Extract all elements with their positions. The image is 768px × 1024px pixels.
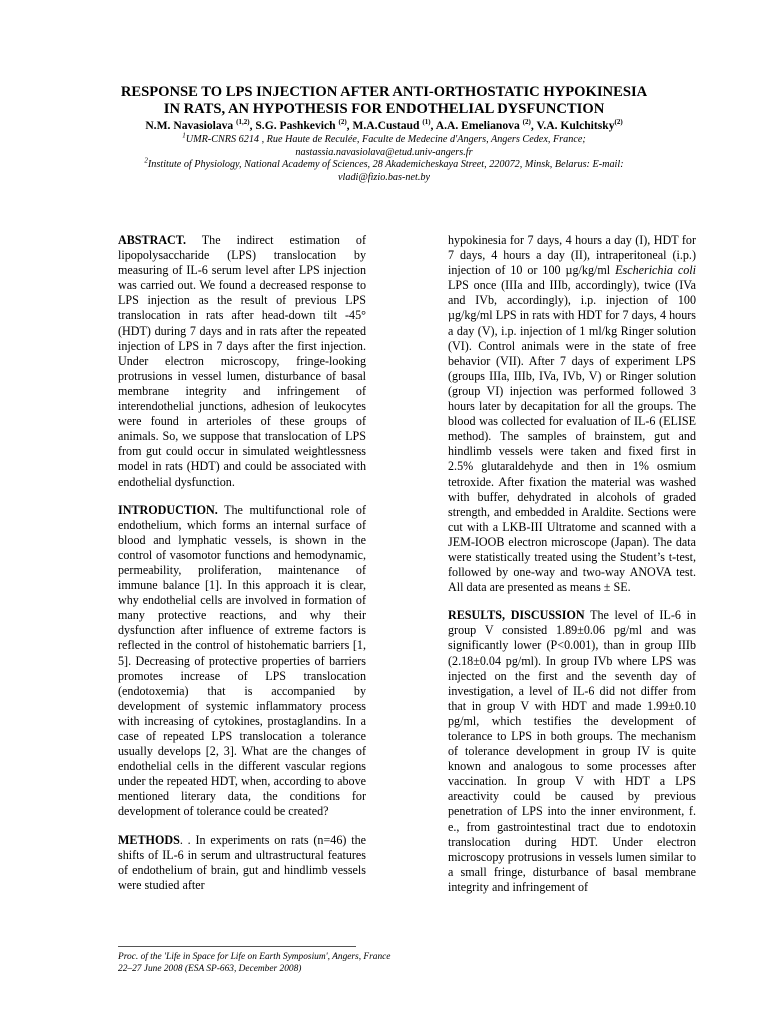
author-name: A.A. Emelianova: [435, 119, 520, 132]
abstract-section: [118, 233, 366, 490]
author-affiliation-mark: (1,2): [236, 118, 250, 127]
right-column: [448, 233, 696, 908]
affiliation-number: 2: [144, 156, 148, 165]
abstract-text: The indirect estimation of lipopolysaccharide (LPS) translocation by measuring of IL-6 serum level after LPS injection was carried out. We found a decreased response to LPS injection as the result of previous LPS translocation in rats after head-down tilt -45° (HDT) during 7 days and in rats after the repeated injection of LPS in 7 days after the first injection. Under electron microscopy, fringe-looking protrusions in vessel lumen, disturbance of basal membrane integrity and infringement of interendothelial junctions, adhesion of leukocytes were found in arterioles of these groups of animals. So, we suppose that translocation of LPS from gut could occur in simulated weightlessness model in rats (HDT) and could be associated with endothelial dysfunction.: [118, 233, 366, 489]
author-list: N.M. Navasiolava $^{(1,2)}$, S.G. Pashkevich $^{(2)}$, M.A.Custaud $^{(1)}$, A.A. Emelianova $^{(2)}$, V.A. Kulchitsky$^{(2)}$: [145, 118, 623, 132]
author-name: S.G. Pashkevich: [255, 119, 336, 132]
affiliation-2-line-1: Institute of Physiology, National Academy of Sciences, 28 Akademicheskaya Street, 220072, Minsk, Belarus: E-mail:: [147, 159, 624, 170]
abstract-heading: ABSTRACT.: [118, 233, 186, 247]
footnote-line-2: 22–27 June 2008 (ESA SP-663, December 2008): [118, 964, 302, 974]
introduction-heading: INTRODUCTION.: [118, 502, 218, 517]
affiliation-1: [100, 133, 668, 159]
methods-section-start: [118, 833, 366, 893]
introduction-text: The multifunctional role of endothelium, which forms an internal surface of blood and lymphatic vessels, is shown in the control of vasomotor functions and hemodynamic, permeability, proliferation, maintenance of immune balance [1]. In this approach it is clear, why endothelial cells are involved in formation of many protective reactions, and why their dysfunction after influence of extreme factors is reflected in the control of histohematic barriers [1, 5]. Decreasing of protective properties of barriers promotes increase of LPS translocation (endotoxemia) that is accompanied by development of systemic inflammatory process with increasing of cytokines, prostaglandins. In a case of repeated LPS translocation a tolerance usually develops [2, 3]. What are the changes of endothelial cells in the different vascular regions under the repeated HDT, when, according to above mentioned literary data, the conditions for development of tolerance could be created?: [118, 502, 366, 819]
affiliation-1-line-1: UMR-CNRS 6214 , Rue Haute de Reculée, Faculte de Medecine d'Angers, Angers Cedex, France;: [185, 134, 586, 145]
author-affiliation-mark: (2): [522, 118, 531, 127]
left-column: [118, 233, 366, 906]
results-heading: RESULTS, DISCUSSION: [448, 608, 585, 623]
methods-heading: METHODS: [118, 832, 180, 847]
affiliation-number: 1: [182, 131, 186, 140]
title-line-1: RESPONSE TO LPS INJECTION AFTER ANTI-ORTHOSTATIC HYPOKINESIA: [120, 84, 648, 100]
author-name: M.A.Custaud: [352, 119, 420, 132]
bacteria-species-name: Escherichia coli: [615, 263, 696, 278]
author-affiliation-mark: (1): [422, 118, 431, 127]
results-section: [448, 608, 696, 895]
methods-text-right-1: hypokinesia for 7 days, 4 hours a day (I), HDT for 7 days, 4 hours a day (II), intraperitoneal (i.p.) injection of 10 or 100 µg/kg/ml: [448, 233, 696, 278]
introduction-section: [118, 503, 366, 820]
paper-title: [100, 84, 668, 118]
author-name: V.A. Kulchitsky: [536, 119, 615, 132]
footnote-divider: [118, 946, 356, 947]
affiliation-1-email: nastassia.navasiolava@etud.univ-angers.fr: [295, 147, 473, 158]
author-name: N.M. Navasiolava: [145, 119, 234, 132]
methods-section-continued: [448, 233, 696, 595]
methods-text-left: . . In experiments on rats (n=46) the shifts of IL-6 in serum and ultrastructural features of endothelium of brain, gut and hindlimb vessels were studied after: [118, 832, 366, 892]
footnote-line-1: Proc. of the 'Life in Space for Life on Earth Symposium', Angers, France: [118, 952, 391, 962]
affiliation-2: [100, 158, 668, 184]
methods-text-right-2: LPS once (IIIa and IIIb, accordingly), twice (IVa and IVb, accordingly), i.p. injection of 100 µg/kg/ml LPS in rats with HDT for 7 days, 4 hours a day (V), i.p. injection of 1 ml/kg Ringer solution (VI). Control animals were in the state of free behavior (VII). After 7 days of experiment LPS (groups IIIa, IIIb, IVa, IVb, V) or Ringer solution (group VI) injection was performed followed 3 hours later by decapitation for all the groups. The blood was collected for evaluation of IL-6 (ELISE method). The samples of brainstem, gut and hindlimb vessels were taken and fixed first in 2.5% glutaraldehyde and then in 1% osmium tetroxide. After fixation the material was washed with buffer, dehydrated in alcohols of graded strength, and embedded in Araldite. Sections were cut with a LKB-III Ultratome and scanned with a JEM-IOOB electron microscope (Japan). The data were statistically treated using the Student’s t-test, followed by one-way and two-way ANOVA test. All data are presented as means ± SE.: [448, 278, 696, 595]
author-affiliation-mark: (2): [338, 118, 347, 127]
results-text: The level of IL-6 in group V consisted 1.89±0.06 pg/ml and was significantly lower (P<0.001), than in group IIIb (2.18±0.04 pg/ml). In group IVb where LPS was injected on the first and the seventh day of investigation, a level of IL-6 did not differ from that in group V with HDT and made 1.99±0.10 pg/ml, which testifies the development of tolerance to LPS in both groups. The mechanism of tolerance development in group IV is quite known and analogous to some processes after vaccination. In group V with HDT a LPS areactivity could be caused by previous penetration of LPS into the inner environment, f. e., from gastrointestinal tract due to endotoxin translocation during HDT. Under electron microscopy protrusions in vessels lumen similar to a small fringe, disturbance of basal membrane integrity and infringement of: [448, 608, 696, 894]
author-affiliation-mark: (2): [614, 118, 623, 127]
proceedings-footnote: [118, 951, 448, 975]
title-line-2: IN RATS, AN HYPOTHESIS FOR ENDOTHELIAL DYSFUNCTION: [163, 101, 605, 117]
affiliation-2-email: vladi@fizio.bas-net.by: [338, 172, 430, 183]
